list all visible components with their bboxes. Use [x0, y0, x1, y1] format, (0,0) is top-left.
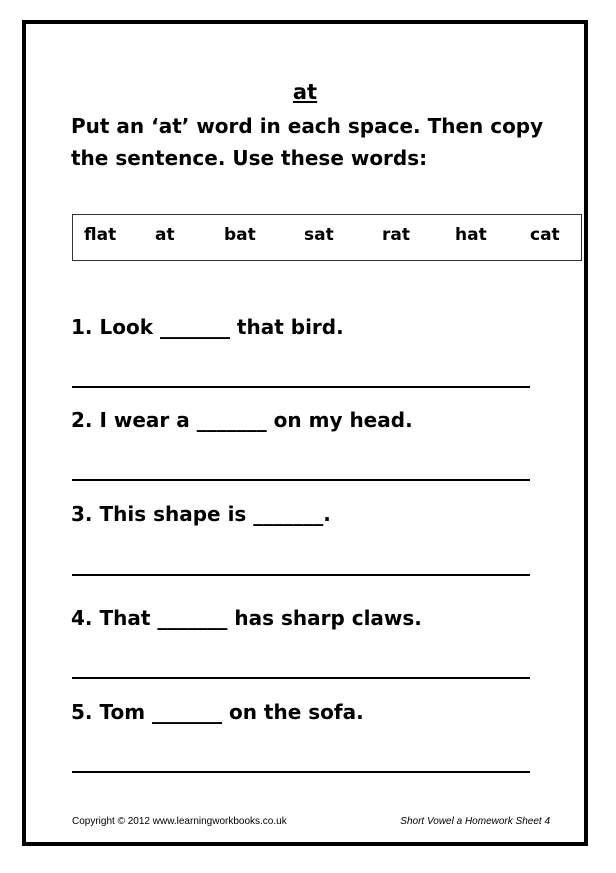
word-bank-item: rat: [382, 225, 410, 245]
instructions-text: Put an ‘at’ word in each space. Then copy the sentence. Use these words:: [71, 114, 544, 170]
word-bank-item: at: [155, 225, 175, 245]
copy-line-1[interactable]: [72, 386, 530, 388]
worksheet-title: at: [292, 80, 318, 104]
word-bank: [72, 214, 582, 261]
copy-line-2[interactable]: [72, 479, 530, 481]
word-bank-item: sat: [304, 225, 334, 245]
copyright-footer: Copyright © 2012 www.learningworkbooks.co.uk: [72, 816, 287, 827]
word-bank-item: cat: [530, 225, 560, 245]
question-1: 1. Look _______ that bird.: [71, 315, 344, 339]
question-4: 4. That _______ has sharp claws.: [71, 606, 422, 630]
word-bank-item: bat: [224, 225, 256, 245]
question-5: 5. Tom _______ on the sofa.: [71, 700, 364, 724]
copy-line-4[interactable]: [72, 677, 530, 679]
question-2: 2. I wear a _______ on my head.: [71, 408, 413, 432]
sheet-name-footer: Short Vowel a Homework Sheet 4: [400, 816, 550, 827]
word-bank-item: flat: [84, 225, 117, 245]
copy-line-5[interactable]: [72, 771, 530, 773]
word-bank-item: hat: [455, 225, 487, 245]
worksheet-page: [22, 20, 588, 846]
copy-line-3[interactable]: [72, 574, 530, 576]
question-3: 3. This shape is _______.: [71, 502, 331, 526]
